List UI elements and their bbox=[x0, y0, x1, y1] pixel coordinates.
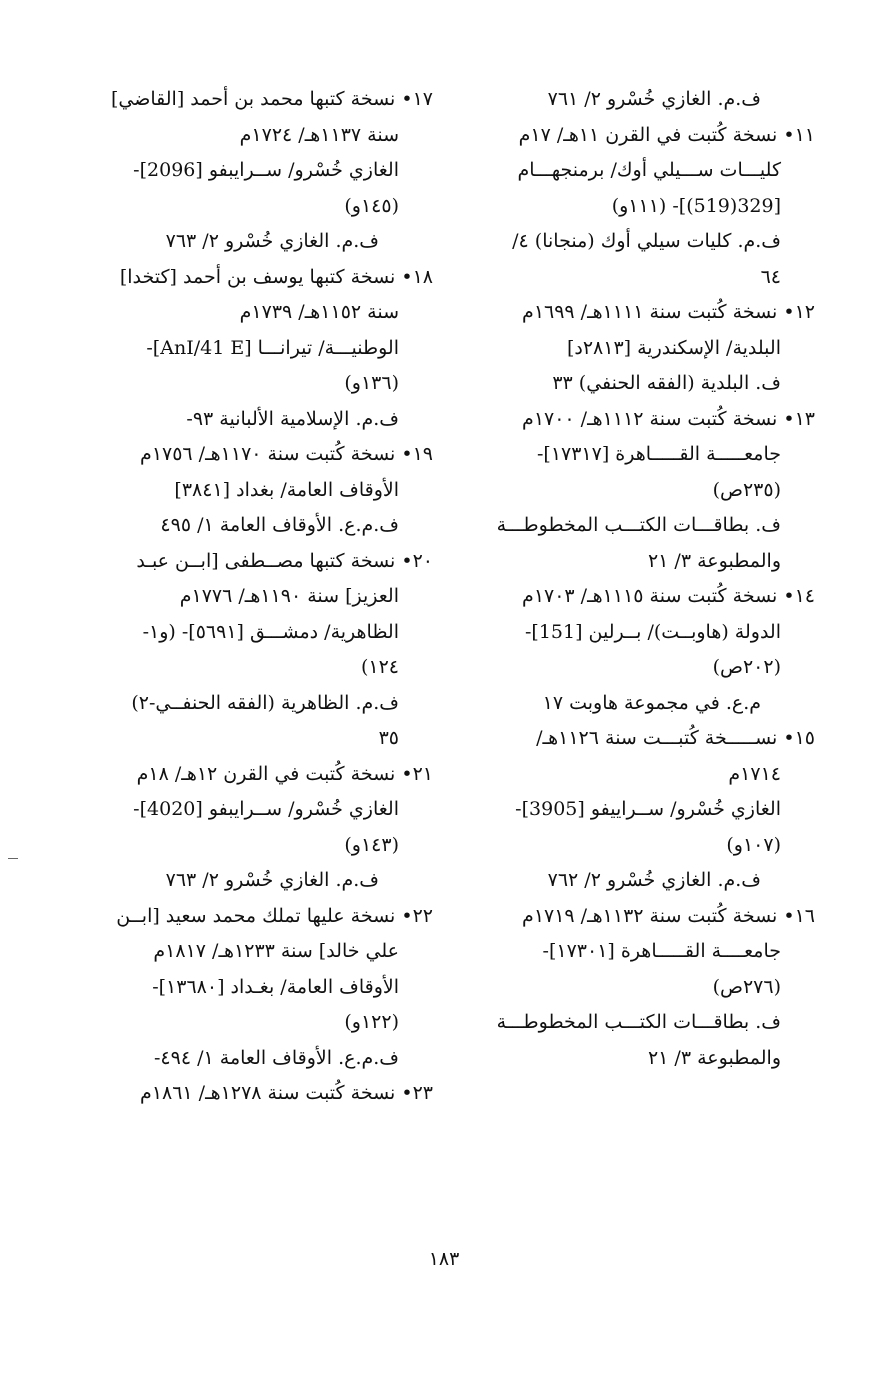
catalog-detail-line: سنة ١١٥٢هـ/ ١٧٣٩م bbox=[239, 301, 399, 323]
catalog-detail-line: جامعـــــة القـــــاهرة [١٧٣١٧]- bbox=[536, 443, 781, 465]
catalog-entry-line: ١١• نسخة كُتبت في القرن ١١هـ/ ١٧م bbox=[518, 123, 815, 146]
catalog-detail-line: ف.م. الإسلامية الألبانية ٩٣- bbox=[186, 407, 399, 430]
catalog-detail-line: الغازي خُسْرو/ ســراييفو [3905]- bbox=[515, 798, 781, 820]
catalog-detail-line: الغازي خُسْرو/ ســرايبفو [2096]- bbox=[133, 159, 399, 181]
catalog-detail-line: الغازي خُسْرو/ ســرايبفو [4020]- bbox=[133, 798, 399, 820]
catalog-detail-line: (١٤٥و) bbox=[344, 194, 399, 217]
catalog-detail-line: جامعــــة القـــــاهرة [١٧٣٠١]- bbox=[542, 940, 781, 962]
catalog-detail-line: ف.م. الغازي خُسْرو ٢/ ٧٦٢ bbox=[547, 869, 761, 891]
catalog-entry-line: ٢١• نسخة كُتبت في القرن ١٢هـ/ ١٨م bbox=[136, 762, 433, 785]
catalog-detail-line: ٣٥ bbox=[378, 727, 399, 749]
catalog-detail-line: ف. بطاقـــات الكتـــب المخطوطـــة bbox=[496, 514, 781, 536]
catalog-detail-line: م.ع. في مجموعة هاوبت ١٧ bbox=[542, 691, 761, 714]
catalog-detail-line: علي خالد] سنة ١٢٣٣هـ/ ١٨١٧م bbox=[153, 940, 399, 962]
catalog-detail-line: الأوقاف العامة/ بغداد [٣٨٤١] bbox=[174, 478, 399, 501]
catalog-detail-line: البلدية/ الإسكندرية [٢٨١٣د] bbox=[566, 336, 781, 359]
catalog-entry-line: ١٤• نسخة كُتبت سنة ١١١٥هـ/ ١٧٠٣م bbox=[522, 585, 815, 607]
catalog-detail-line: (٢٧٦ص) bbox=[712, 975, 781, 998]
catalog-entry-line: ١٩• نسخة كُتبت سنة ١١٧٠هـ/ ١٧٥٦م bbox=[140, 443, 433, 465]
catalog-detail-line: (١٤٣و) bbox=[344, 833, 399, 856]
catalog-entry-line: ٢٠• نسخة كتبها مصــطفى [ابــن عبـد bbox=[136, 549, 433, 572]
catalog-detail-line: ف.م.ع. الأوقاف العامة ١/ ٤٩٤- bbox=[154, 1046, 399, 1069]
catalog-entry-line: ١٨• نسخة كتبها يوسف بن أحمد [كتخدا] bbox=[119, 265, 433, 288]
catalog-detail-line: الدولة (هاوبــت)/ بــرلين [151]- bbox=[524, 620, 781, 643]
catalog-entry-line: ٢٢• نسخة عليها تملك محمد سعيد [ابــن bbox=[116, 904, 433, 927]
catalog-detail-line: الأوقاف العامة/ بغـداد [١٣٦٨٠]- bbox=[152, 975, 399, 998]
catalog-detail-line: والمطبوعة ٣/ ٢١ bbox=[647, 549, 781, 572]
catalog-detail-line: ف.م. الغازي خُسْرو ٢/ ٧٦١ bbox=[547, 88, 761, 110]
catalog-detail-line: (١٠٧و) bbox=[726, 833, 781, 856]
catalog-detail-line: (١٣٦و) bbox=[344, 372, 399, 394]
catalog-detail-line: ١٧١٤م bbox=[728, 762, 781, 785]
catalog-detail-line: ف.م. كليات سيلي أوك (منجانا) ٤/ bbox=[512, 230, 781, 252]
left-column bbox=[88, 82, 433, 1112]
catalog-detail-line: سنة ١١٣٧هـ/ ١٧٢٤م bbox=[239, 123, 399, 146]
catalog-detail-line: ف.م. الظاهرية (الفقه الحنفــي-٢) bbox=[131, 691, 399, 714]
catalog-detail-line: والمطبوعة ٣/ ٢١ bbox=[647, 1046, 781, 1069]
catalog-entry-line: ٢٣• نسخة كُتبت سنة ١٢٧٨هـ/ ١٨٦١م bbox=[140, 1082, 433, 1104]
catalog-entry-line: ١٦• نسخة كُتبت سنة ١١٣٢هـ/ ١٧١٩م bbox=[522, 904, 815, 927]
catalog-detail-line: ف.م. الغازي خُسْرو ٢/ ٧٦٣ bbox=[165, 869, 379, 891]
catalog-detail-line: ٦٤ bbox=[760, 265, 781, 288]
right-column bbox=[470, 82, 815, 1076]
catalog-detail-line: كليـــات ســـيلي أوك/ برمنجهـــام bbox=[517, 159, 781, 181]
catalog-entry-line: ١٣• نسخة كُتبت سنة ١١١٢هـ/ ١٧٠٠م bbox=[522, 407, 815, 430]
page-number: ١٨٣ bbox=[428, 1248, 460, 1270]
catalog-detail-line: الوطنيـــة/ تيرانـــا [AnI/41 E]- bbox=[146, 336, 399, 359]
catalog-detail-line: ف. البلدية (الفقه الحنفي) ٣٣ bbox=[552, 372, 781, 394]
catalog-detail-line: [329(519)]- (١١١و) bbox=[611, 194, 781, 217]
catalog-entry-line: ١٥• نســـــخة كُتبـــت سنة ١١٢٦هـ/ bbox=[536, 727, 815, 749]
catalog-entry-line: ١٢• نسخة كُتبت سنة ١١١١هـ/ ١٦٩٩م bbox=[522, 301, 815, 323]
catalog-detail-line: الظاهرية/ دمشـــق [٥٦٩١]- (و١- bbox=[142, 620, 399, 643]
catalog-detail-line: العزيز] سنة ١١٩٠هـ/ ١٧٧٦م bbox=[179, 585, 399, 607]
catalog-entry-line: ١٧• نسخة كتبها محمد بن أحمد [القاضي] bbox=[110, 88, 433, 110]
catalog-detail-line: (١٢٢و) bbox=[344, 1011, 399, 1033]
catalog-detail-line: (٢٠٢ص) bbox=[712, 656, 781, 678]
catalog-detail-line: ١٢٤) bbox=[360, 656, 399, 678]
catalog-detail-line: ف.م. الغازي خُسْرو ٢/ ٧٦٣ bbox=[165, 230, 379, 252]
catalog-detail-line: ف. بطاقـــات الكتـــب المخطوطـــة bbox=[496, 1011, 781, 1033]
margin-mark bbox=[8, 858, 18, 859]
catalog-detail-line: ف.م.ع. الأوقاف العامة ١/ ٤٩٥ bbox=[160, 514, 399, 536]
catalog-detail-line: (٢٣٥ص) bbox=[712, 478, 781, 501]
